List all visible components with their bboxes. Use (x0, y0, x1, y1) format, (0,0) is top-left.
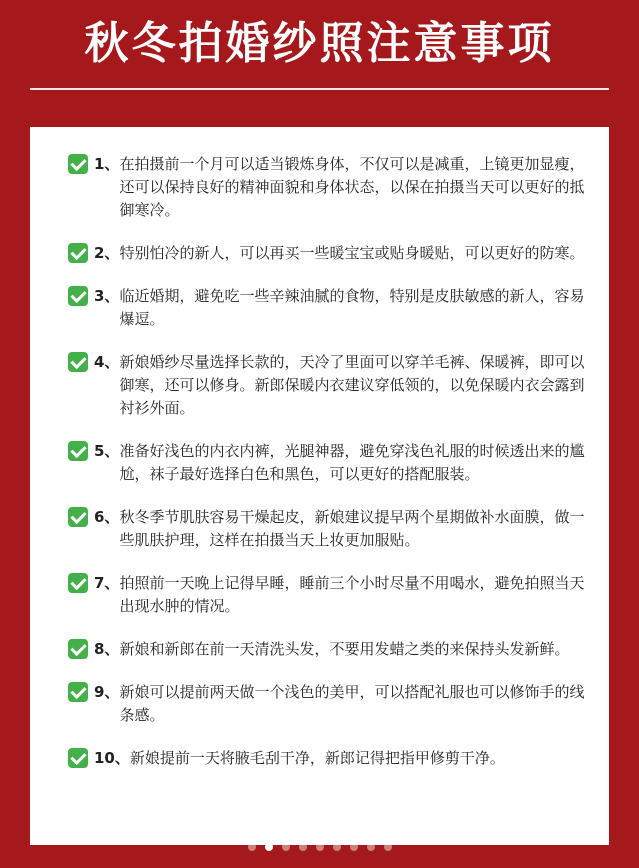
list-item (68, 638, 587, 661)
item-number: 10、 (94, 749, 130, 767)
check-mark-icon (68, 441, 88, 461)
list-item (68, 153, 587, 222)
list-item (68, 572, 587, 618)
item-number: 8、 (94, 640, 120, 658)
list-item (68, 242, 587, 265)
item-number: 6、 (94, 508, 120, 526)
check-mark-icon (68, 748, 88, 768)
pagination-dot[interactable] (350, 843, 358, 851)
list-item (68, 506, 587, 552)
pagination-dot[interactable] (299, 843, 307, 851)
item-number: 1、 (94, 155, 120, 173)
check-mark-icon (68, 243, 88, 263)
item-number: 9、 (94, 683, 120, 701)
pagination-dot[interactable] (367, 843, 375, 851)
item-number: 5、 (94, 442, 120, 460)
pagination-dot[interactable] (282, 843, 290, 851)
item-text: 临近婚期，避免吃一些辛辣油腻的食物，特别是皮肤敏感的新人，容易爆逗。 (119, 287, 585, 328)
pagination-dot-active[interactable] (265, 843, 273, 851)
title-divider (30, 88, 609, 90)
list-item (68, 285, 587, 331)
list-item (68, 351, 587, 420)
list-item (68, 747, 587, 770)
check-mark-icon (68, 507, 88, 527)
check-mark-icon (68, 286, 88, 306)
page-title: 秋冬拍婚纱照注意事项 (84, 18, 555, 69)
item-number: 2、 (94, 244, 120, 262)
check-mark-icon (68, 639, 88, 659)
item-text: 新娘婚纱尽量选择长款的，天冷了里面可以穿羊毛裤、保暖裤，即可以御寒，还可以修身。新郎保暖内衣建议穿低领的，以免保暖内衣会露到衬衫外面。 (119, 353, 585, 417)
item-text: 特别怕冷的新人，可以再买一些暖宝宝或贴身暖贴，可以更好的防寒。 (119, 244, 585, 262)
pagination-dots (0, 843, 639, 855)
item-number: 3、 (94, 287, 120, 305)
item-number: 7、 (94, 574, 120, 592)
check-mark-icon (68, 352, 88, 372)
check-mark-icon (68, 573, 88, 593)
item-text: 秋冬季节肌肤容易干燥起皮，新娘建议提早两个星期做补水面膜，做一些肌肤护理，这样在拍摄当天上妆更加服贴。 (119, 508, 585, 549)
check-mark-icon (68, 154, 88, 174)
pagination-dot[interactable] (333, 843, 341, 851)
item-text: 新娘和新郎在前一天清洗头发，不要用发蜡之类的来保持头发新鲜。 (119, 640, 570, 658)
check-mark-icon (68, 682, 88, 702)
list-item (68, 681, 587, 727)
list-item (68, 440, 587, 486)
item-text: 在拍摄前一个月可以适当锻炼身体，不仅可以是减重，上镜更加显瘦，还可以保持良好的精神面貌和身体状态，以保在拍摄当天可以更好的抵御寒冷。 (119, 155, 585, 219)
item-text: 准备好浅色的内衣内裤，光腿神器，避免穿浅色礼服的时候透出来的尴尬，袜子最好选择白色和黑色，可以更好的搭配服装。 (119, 442, 585, 483)
content-card (30, 127, 609, 845)
pagination-dot[interactable] (384, 843, 392, 851)
pagination-dot[interactable] (248, 843, 256, 851)
item-text: 新娘提前一天将腋毛刮干净，新郎记得把指甲修剪干净。 (129, 749, 505, 767)
item-number: 4、 (94, 353, 120, 371)
item-text: 新娘可以提前两天做一个浅色的美甲，可以搭配礼服也可以修饰手的线条感。 (119, 683, 585, 724)
pagination-dot[interactable] (316, 843, 324, 851)
item-text: 拍照前一天晚上记得早睡，睡前三个小时尽量不用喝水，避免拍照当天出现水肿的情况。 (119, 574, 585, 615)
